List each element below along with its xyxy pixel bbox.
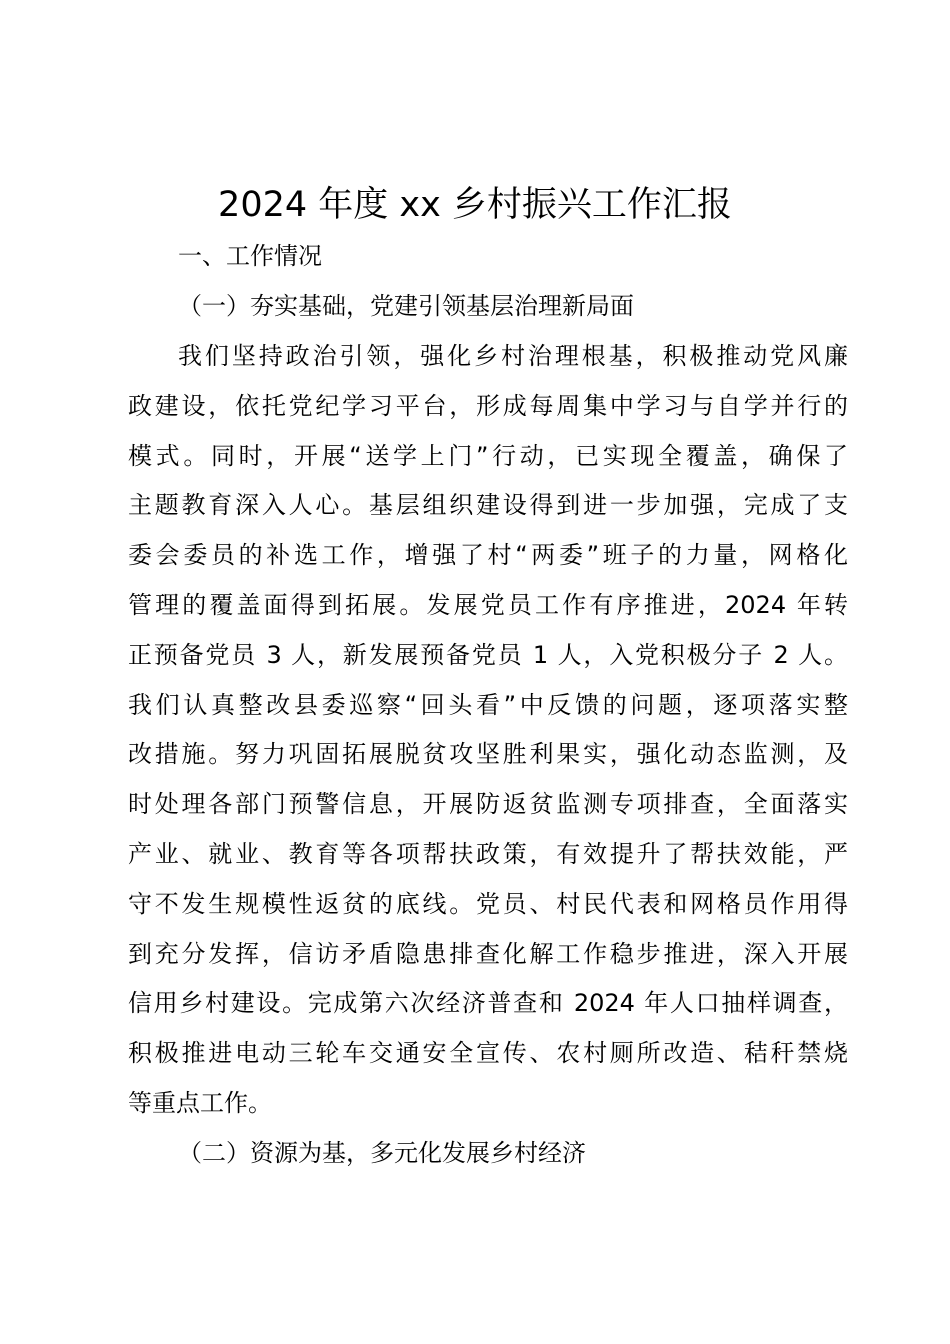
paragraph-line: 积极推进电动三轮车交通安全宣传、农村厕所改造、秸秆禁烧 bbox=[128, 1039, 848, 1068]
paragraph-line: 信用乡村建设。完成第六次经济普查和 2024 年人口抽样调查， bbox=[128, 989, 848, 1018]
paragraph-line: 模式。同时，开展“送学上门”行动，已实现全覆盖，确保了 bbox=[128, 441, 848, 470]
paragraph-line: 改措施。努力巩固拓展脱贫攻坚胜利果实，强化动态监测，及 bbox=[128, 740, 848, 769]
paragraph-line: 委会委员的补选工作，增强了村“两委”班子的力量，网格化 bbox=[128, 541, 848, 570]
subsection-heading-1: （一）夯实基础，党建引领基层治理新局面 bbox=[178, 292, 634, 320]
paragraph-line: 时处理各部门预警信息，开展防返贫监测专项排查，全面落实 bbox=[128, 790, 848, 819]
subsection-heading-2: （二）资源为基，多元化发展乡村经济 bbox=[178, 1139, 586, 1167]
paragraph-line: 主题教育深入人心。基层组织建设得到进一步加强，完成了支 bbox=[128, 491, 848, 520]
document-title: 2024 年度 xx 乡村振兴工作汇报 bbox=[218, 185, 732, 225]
section-heading-work-status: 一、工作情况 bbox=[178, 242, 322, 270]
paragraph-line: 正预备党员 3 人，新发展预备党员 1 人，入党积极分子 2 人。 bbox=[128, 640, 848, 669]
paragraph-line: 产业、就业、教育等各项帮扶政策，有效提升了帮扶效能，严 bbox=[128, 839, 848, 868]
paragraph bbox=[128, 336, 848, 1133]
paragraph-line: 管理的覆盖面得到拓展。发展党员工作有序推进，2024 年转 bbox=[128, 590, 848, 619]
paragraph-line: 等重点工作。 bbox=[128, 1088, 272, 1117]
paragraph-line: 我们认真整改县委巡察“回头看”中反馈的问题，逐项落实整 bbox=[128, 690, 848, 719]
paragraph-line: 我们坚持政治引领，强化乡村治理根基，积极推动党风廉 bbox=[178, 342, 848, 370]
paragraph-line: 到充分发挥，信访矛盾隐患排查化解工作稳步推进，深入开展 bbox=[128, 939, 848, 968]
paragraph-line: 政建设，依托党纪学习平台，形成每周集中学习与自学并行的 bbox=[128, 391, 848, 420]
paragraph-line: 守不发生规模性返贫的底线。党员、村民代表和网格员作用得 bbox=[128, 889, 848, 918]
